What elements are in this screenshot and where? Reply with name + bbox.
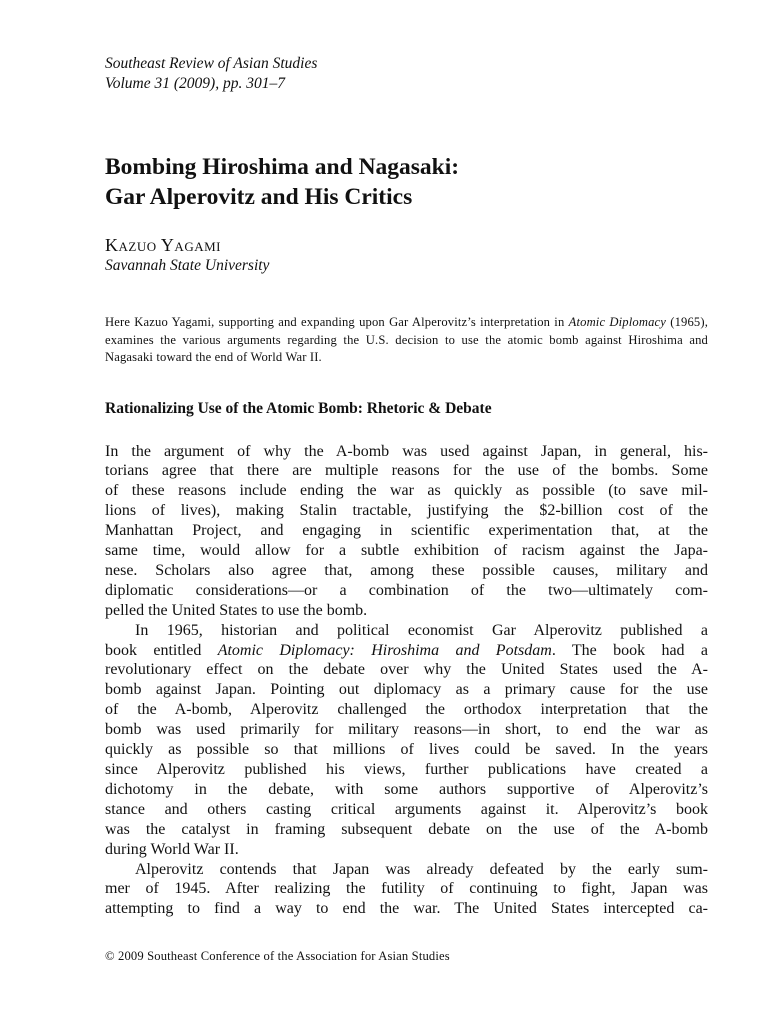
body-line: of these reasons include ending the war as quickly as possible (to save mil-	[105, 482, 708, 500]
article-page	[105, 54, 708, 919]
body-line	[105, 641, 708, 661]
abstract-book-title: Atomic Diplomacy	[568, 315, 667, 329]
body-line: was the catalyst in framing subsequent debate on the use of the A-bomb	[105, 820, 708, 838]
title-line-2: Gar Alperovitz and His Critics	[105, 184, 413, 210]
body-line: pelled the United States to use the bomb.	[105, 601, 368, 619]
section-heading: Rationalizing Use of the Atomic Bomb: Rhetoric & Debate	[105, 399, 492, 417]
abstract	[105, 314, 708, 367]
body-line: Manhattan Project, and engaging in scientific experimentation that, at the	[105, 522, 708, 540]
body-line: bomb was used primarily for military reasons—in short, to end the war as	[105, 721, 708, 739]
body-line: since Alperovitz published his views, further publications have created a	[105, 761, 708, 778]
body-line: In 1965, historian and political economist Gar Alperovitz published a	[135, 621, 708, 639]
body-line: mer of 1945. After realizing the futility of continuing to fight, Japan was	[105, 880, 708, 898]
copyright-notice: © 2009 Southeast Conference of the Association for Asian Studies	[105, 949, 450, 963]
abstract-part-1: Here Kazuo Yagami, supporting and expanding upon Gar Alperovitz’s interpretation in	[105, 315, 569, 329]
body-line: torians agree that there are multiple reasons for the use of the bombs. Some	[105, 462, 708, 480]
body-text	[105, 442, 708, 920]
body-line: In the argument of why the A-bomb was used against Japan, in general, his-	[105, 442, 708, 460]
body-line: quickly as possible so that millions of lives could be saved. In the years	[105, 741, 708, 759]
article-title	[105, 152, 708, 212]
body-line: attempting to find a way to end the war. The United States intercepted ca-	[105, 900, 708, 918]
body-text-span: . The book had a	[551, 641, 709, 659]
body-line: same time, would allow for a subtle exhibition of racism against the Japa-	[105, 542, 708, 560]
journal-name: Southeast Review of Asian Studies	[105, 55, 318, 72]
body-line: of the A-bomb, Alperovitz challenged the orthodox interpretation that the	[105, 701, 708, 719]
author-name: Kazuo Yagami	[105, 235, 221, 255]
abstract-part-2: (1965), examines the various arguments regarding the U.S. decision to use the atomic bomb against Hiroshima and Nagasaki toward the end of World War II.	[105, 315, 708, 364]
body-line: revolutionary effect on the debate over why the United States used the A-	[105, 661, 708, 679]
body-line: diplomatic considerations—or a combination of the two—ultimately com-	[105, 581, 708, 599]
title-line-1: Bombing Hiroshima and Nagasaki:	[105, 154, 460, 180]
body-text-span: book entitled	[105, 641, 218, 659]
body-line: nese. Scholars also agree that, among these possible causes, military and	[105, 561, 708, 579]
book-title: Atomic Diplomacy: Hiroshima and Potsdam	[217, 641, 552, 659]
body-line: stance and others casting critical arguments against it. Alperovitz’s book	[105, 800, 708, 818]
body-line: during World War II.	[105, 840, 239, 858]
body-line: lions of lives), making Stalin tractable, justifying the $2-billion cost of the	[105, 502, 708, 520]
body-line: bomb against Japan. Pointing out diplomacy as a primary cause for the use	[105, 681, 708, 699]
author-affiliation: Savannah State University	[105, 257, 270, 274]
body-line: dichotomy in the debate, with some authors supportive of Alperovitz’s	[105, 780, 708, 798]
journal-volume: Volume 31 (2009), pp. 301–7	[105, 75, 285, 92]
body-line: Alperovitz contends that Japan was already defeated by the early sum-	[135, 860, 708, 878]
